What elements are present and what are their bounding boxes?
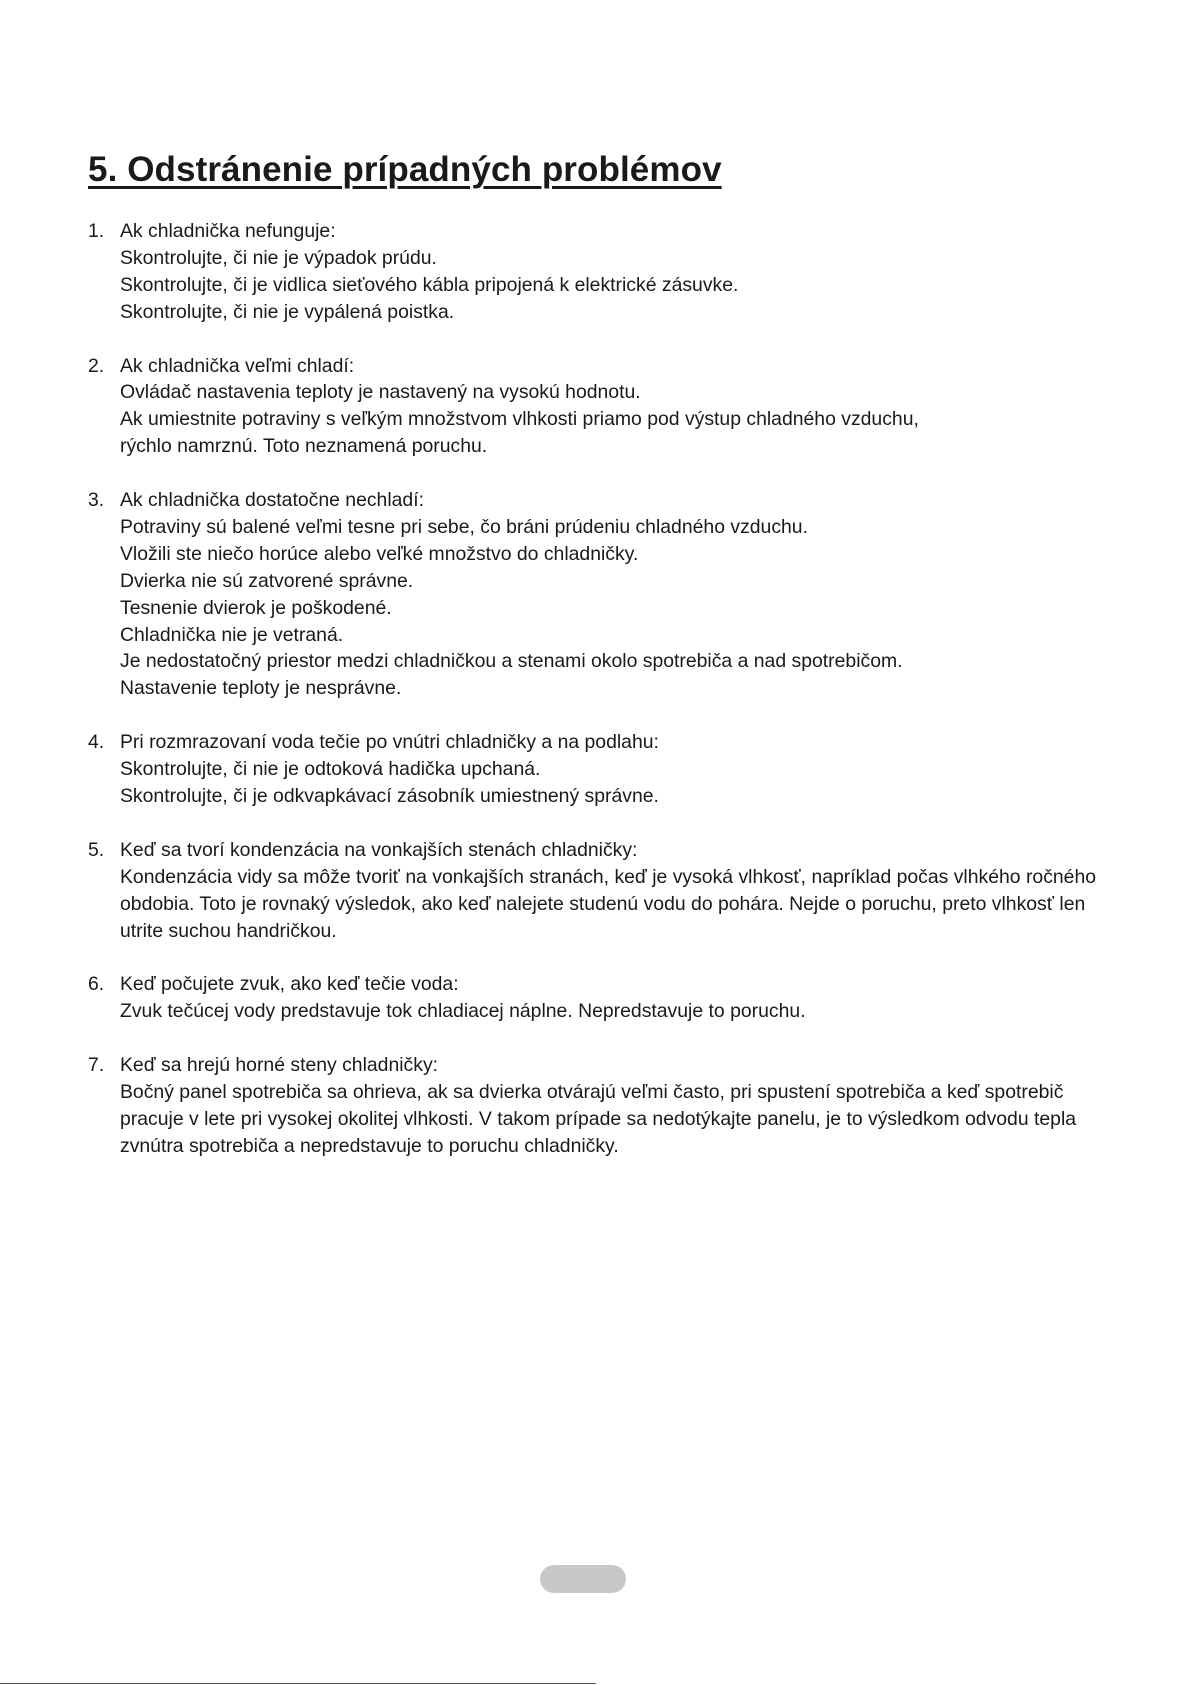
problem-detail-line: Ovládač nastavenia teploty je nastavený na vysokú hodnotu.	[120, 381, 641, 404]
page-title: 5. Odstránenie prípadných problémov	[88, 150, 722, 189]
problem-detail-line: Skontrolujte, či je vidlica sieťového kábla pripojená k elektrické zásuvke.	[120, 273, 739, 296]
problem-item	[88, 837, 1108, 945]
problem-item	[88, 971, 1108, 1025]
problem-detail-line: Potraviny sú balené veľmi tesne pri sebe, čo bráni prúdeniu chladného vzduchu.	[120, 515, 808, 538]
problem-detail-line: Skontrolujte, či nie je vypálená poistka.	[120, 300, 455, 323]
problem-detail-line: Zvuk tečúcej vody predstavuje tok chladiacej náplne. Nepredstavuje to poruchu.	[120, 1000, 806, 1023]
problem-detail-line: Ak umiestnite potraviny s veľkým množstvom vlhkosti priamo pod výstup chladného vzduchu,	[120, 408, 919, 431]
problem-detail-line: Bočný panel spotrebiča sa ohrieva, ak sa dvierka otvárajú veľmi často, pri spustení spotrebiča a keď spotrebič pracuje v lete pri vysokej okolitej vlhkosti. V takom prípade sa nedotýkajte panelu, je to výsledkom odvodu tepla zvnútra spotrebiča a nepredstavuje to poruchu chladničky.	[120, 1080, 1077, 1157]
problem-detail-line: Skontrolujte, či nie je odtoková hadička upchaná.	[120, 758, 541, 781]
problem-number: 6.	[88, 973, 105, 996]
problem-number: 3.	[88, 489, 105, 512]
problem-heading: Keď počujete zvuk, ako keď tečie voda:	[120, 973, 459, 996]
problem-detail-line: Dvierka nie sú zatvorené správne.	[120, 569, 414, 592]
problem-detail-line: Skontrolujte, či nie je výpadok prúdu.	[120, 246, 437, 269]
troubleshooting-list	[88, 218, 1108, 1187]
problem-item	[88, 353, 1108, 461]
problem-item	[88, 729, 1108, 810]
problem-detail-line: Skontrolujte, či je odkvapkávací zásobník umiestnený správne.	[120, 784, 659, 807]
problem-number: 5.	[88, 838, 105, 861]
problem-item	[88, 1052, 1108, 1160]
problem-detail-line: Tesnenie dvierok je poškodené.	[120, 596, 392, 619]
problem-detail-line: Chladnička nie je vetraná.	[120, 623, 344, 646]
problem-detail-line: Kondenzácia vidy sa môže tvoriť na vonkajších stranách, keď je vysoká vlhkosť, napríklad počas vlhkého ročného obdobia. Toto je rovnaký výsledok, ako keď nalejete studenú vodu do pohára. Nejde o poruchu, preto vlhkosť len utrite suchou handričkou.	[120, 865, 1097, 942]
problem-heading: Keď sa hrejú horné steny chladničky:	[120, 1054, 439, 1076]
page-number-pill	[540, 1565, 626, 1593]
problem-detail-line: rýchlo namrznú. Toto neznamená poruchu.	[120, 435, 488, 458]
problem-detail-line: Nastavenie teploty je nesprávne.	[120, 677, 402, 700]
problem-item	[88, 218, 1108, 326]
problem-detail-line: Vložili ste niečo horúce alebo veľké množstvo do chladničky.	[120, 542, 639, 565]
problem-heading: Pri rozmrazovaní voda tečie po vnútri chladničky a na podlahu:	[120, 731, 659, 754]
problem-detail-line: Je nedostatočný priestor medzi chladničkou a stenami okolo spotrebiča a nad spotrebičom.	[120, 650, 903, 673]
problem-number: 2.	[88, 354, 105, 377]
problem-item	[88, 487, 1108, 702]
problem-number: 7.	[88, 1054, 105, 1076]
problem-heading: Ak chladnička veľmi chladí:	[120, 354, 355, 377]
footer-rule	[0, 1683, 596, 1684]
problem-heading: Ak chladnička dostatočne nechladí:	[120, 489, 424, 512]
problem-heading: Keď sa tvorí kondenzácia na vonkajších stenách chladničky:	[120, 838, 638, 861]
problem-number: 1.	[88, 220, 105, 242]
problem-heading: Ak chladnička nefunguje:	[120, 220, 336, 242]
problem-number: 4.	[88, 731, 105, 754]
